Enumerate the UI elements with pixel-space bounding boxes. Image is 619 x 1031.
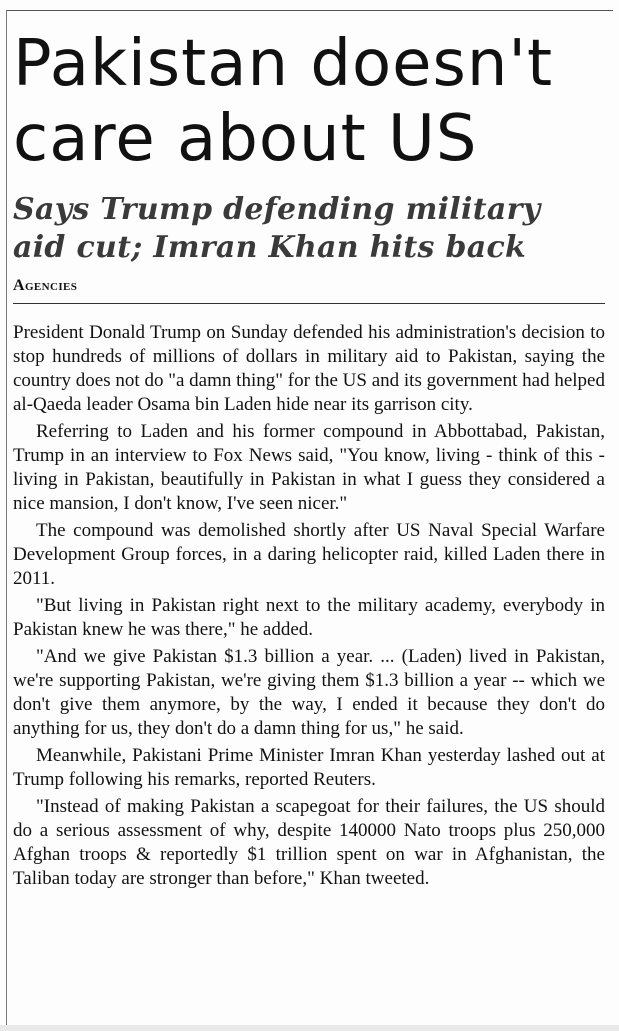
subhead-line-1: Says Trump defending military bbox=[13, 192, 541, 227]
body-paragraph: "But living in Pakistan right next to the military academy, everybody in Pakistan knew he was there," he added. bbox=[13, 595, 605, 640]
news-article bbox=[13, 27, 605, 894]
top-border-rule bbox=[6, 10, 613, 11]
byline-divider bbox=[13, 303, 605, 304]
left-column-rule bbox=[6, 10, 7, 1025]
body-paragraph: "And we give Pakistan $1.3 billion a year. ... (Laden) lived in Pakistan, we're supporting Pakistan, we're giving them $1.3 billion a year -- which we don't give them anymore, by the way, I ended it because they don't do anything for us, they don't do a damn thing for us," he said. bbox=[13, 646, 605, 739]
body-paragraph: The compound was demolished shortly after US Naval Special Warfare Development Group forces, in a daring helicopter raid, killed Laden there in 2011. bbox=[13, 520, 605, 589]
byline: Agencies bbox=[13, 277, 78, 294]
page-bottom-edge bbox=[0, 1025, 619, 1031]
subhead-line-2: aid cut; Imran Khan hits back bbox=[13, 230, 527, 265]
body-paragraph: Meanwhile, Pakistani Prime Minister Imran Khan yesterday lashed out at Trump following his remarks, reported Reuters. bbox=[13, 745, 605, 790]
headline-line-1: Pakistan doesn't bbox=[13, 27, 554, 101]
headline bbox=[13, 27, 605, 177]
body-paragraph: Referring to Laden and his former compound in Abbottabad, Pakistan, Trump in an interview to Fox News said, "You know, living - think of this -living in Pakistan, beautifully in Pakistan in what I guess they considered a nice mansion, I don't know, I've seen nicer." bbox=[13, 421, 605, 514]
body-paragraph: President Donald Trump on Sunday defended his administration's decision to stop hundreds of millions of dollars in military aid to Pakistan, saying the country does not do "a damn thing" for the US and its government had helped al-Qaeda leader Osama bin Laden hide near its garrison city. bbox=[13, 322, 605, 415]
subheadline bbox=[13, 191, 605, 267]
headline-line-2: care about US bbox=[13, 102, 478, 176]
body-paragraph: "Instead of making Pakistan a scapegoat for their failures, the US should do a serious assessment of why, despite 140000 Nato troops plus 250,000 Afghan troops & reportedly $1 trillion spent on war in Afghanistan, the Taliban today are stronger than before," Khan tweeted. bbox=[13, 796, 605, 889]
article-body bbox=[13, 321, 605, 891]
